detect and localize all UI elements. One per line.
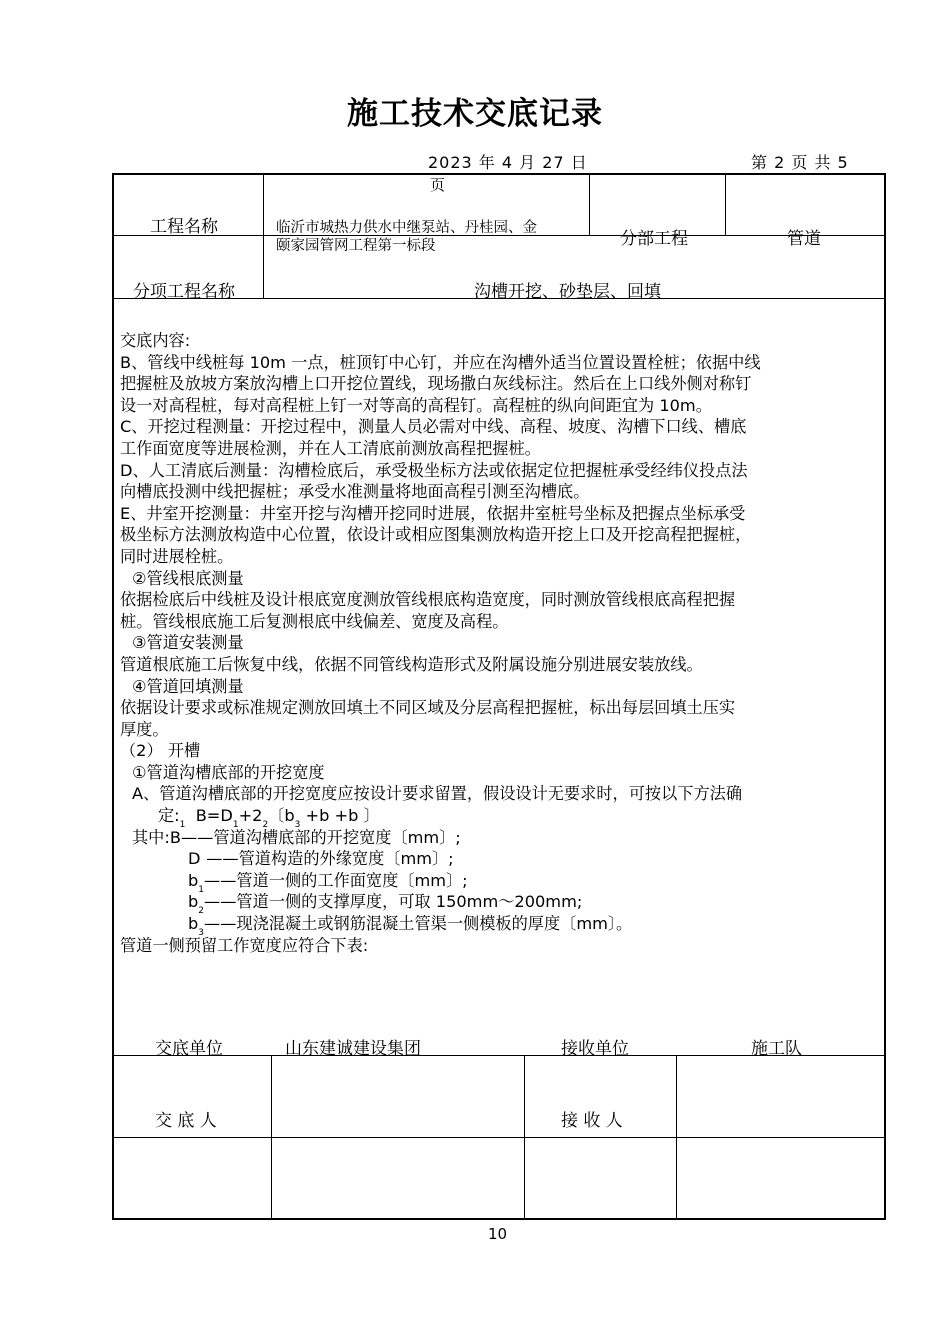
content-line: 管道根底施工后恢复中线，依据不同管线构造形式及附属设施分别进展安装放线。 <box>120 654 703 674</box>
definition-line <box>120 827 872 849</box>
where-label: 其中: <box>132 827 170 847</box>
issuer-value: 山东建诚建设集团 <box>285 1039 421 1059</box>
record-date: 2023 年 4 月 27 日 <box>428 153 588 172</box>
content-line: 管道一侧预留工作宽度应符合下表: <box>120 935 369 955</box>
content-line: 工作面宽度等进展检测，并在人工清底前测放高程把握桩。 <box>120 438 541 458</box>
definition-text: ——管道一侧的支撑厚度，可取 150mm～200mm; <box>204 892 583 912</box>
section-heading: ③管道安装测量 <box>132 633 244 653</box>
receiver-value: 施工队 <box>751 1039 802 1059</box>
receiver-person-label: 接 收 人 <box>561 1111 623 1131</box>
formula-part: +b <box>305 806 330 826</box>
content-line: D、人工清底后测量：沟槽检底后，承受极坐标方法或依据定位把握桩承受经纬仪投点法 <box>120 460 748 480</box>
page-counter: 第 2 页 共 5 <box>751 153 849 172</box>
content-line: 依据设计要求或标准规定测放回填土不同区域及分层高程把握桩，标出每层回填土压实 <box>120 698 736 718</box>
definition-symbol: b <box>188 892 199 912</box>
section-heading: （2） 开槽 <box>120 741 201 761</box>
content-heading: 交底内容: <box>120 331 191 350</box>
definition-symbol: D <box>188 849 201 869</box>
definition-symbol: b <box>188 914 199 934</box>
formula-prefix: 定: <box>158 806 180 826</box>
formula-sub: 3 <box>294 820 301 831</box>
project-name-line2: 颐家园管网工程第一标段 <box>276 238 436 254</box>
content-line: C、开挖过程测量：开挖过程中，测量人员必需对中线、高程、坡度、沟槽下口线、槽底 <box>120 417 747 437</box>
division-label: 分部工程 <box>620 229 688 249</box>
formula-part: +b <box>334 806 359 826</box>
receiver-label: 接收单位 <box>561 1039 629 1059</box>
formula-part: 〕 <box>363 806 380 826</box>
content-line: 设一对高程桩，每对高程桩上钉一对等高的高程钉。高程桩的纵向间距宜为 10m。 <box>120 395 712 415</box>
issuer-person-label: 交 底 人 <box>155 1111 217 1131</box>
formula-sub: 1 <box>198 884 205 895</box>
definition-text: B——管道沟槽底部的开挖宽度〔mm〕; <box>169 827 461 847</box>
content-line: 厚度。 <box>120 719 169 739</box>
definition-line <box>120 870 872 895</box>
definition-line <box>120 913 872 939</box>
content-line: 向槽底投测中线把握桩；承受水准测量将地面高程引测至沟槽底。 <box>120 482 590 502</box>
division-value: 管道 <box>787 229 821 249</box>
content-line: A、管道沟槽底部的开挖宽度应按设计要求留置，假设设计无要求时，可按以下方法确 <box>132 784 743 804</box>
content-line: E、井室开挖测量：井室开挖与沟槽开挖同时进展，依据井室桩号坐标及把握点坐标承受 <box>120 503 746 523</box>
formula-sub: 3 <box>198 928 205 939</box>
content-line: 同时进展栓桩。 <box>120 546 234 566</box>
content-line: 依据检底后中线桩及设计根底宽度测放管线根底构造宽度，同时测放管线根底高程把握 <box>120 590 736 610</box>
definition-line <box>120 891 872 917</box>
formula-b: B=D <box>195 806 233 826</box>
page-counter-tail: 页 <box>430 176 446 194</box>
subitem-label: 分项工程名称 <box>133 282 235 302</box>
content-line: 把握桩及放坡方案放沟槽上口开挖位置线，现场撒白灰线标注。然后在上口线外侧对称钉 <box>120 374 752 394</box>
formula-sub: 1 <box>179 820 186 831</box>
definition-text: ——管道一侧的工作面宽度〔mm〕; <box>204 870 468 890</box>
disclosure-content <box>120 330 872 956</box>
issuer-label: 交底单位 <box>155 1039 223 1059</box>
formula-sub: 2 <box>198 906 205 917</box>
project-name-line1: 临沂市城热力供水中继泵站、丹桂园、金 <box>276 220 537 236</box>
content-line: 极坐标方法测放构造中心位置，依设计或相应图集测放构造开挖上口及开挖高程把握桩， <box>120 525 752 545</box>
formula-sub: 1 <box>232 820 239 831</box>
definition-line <box>120 848 872 870</box>
section-heading: ②管线根底测量 <box>132 568 244 588</box>
definition-symbol: b <box>188 870 199 890</box>
content-line: 桩。管线根底施工后复测根底中线偏差、宽度及高程。 <box>120 611 509 631</box>
formula-part: +2 <box>238 806 263 826</box>
content-line: B、管线中线桩每 10m 一点，桩顶钉中心钉，并应在沟槽外适当位置设置栓桩；依据中线 <box>120 352 761 372</box>
project-label: 工程名称 <box>150 217 218 237</box>
section-heading: ④管道回填测量 <box>132 676 244 696</box>
page-title: 施工技术交底记录 <box>347 96 603 132</box>
page-number: 10 <box>487 1225 508 1243</box>
definition-text: ——管道构造的外缘宽度〔mm〕; <box>206 849 454 869</box>
formula-part: 〔b <box>268 806 295 826</box>
subitem-value: 沟槽开挖、砂垫层、回填 <box>474 282 661 302</box>
formula-line <box>120 805 872 831</box>
formula-sub: 2 <box>262 820 269 831</box>
definition-text: ——现浇混凝土或钢筋混凝土管渠一侧模板的厚度〔mm〕。 <box>204 914 633 934</box>
section-heading: ①管道沟槽底部的开挖宽度 <box>132 762 325 782</box>
